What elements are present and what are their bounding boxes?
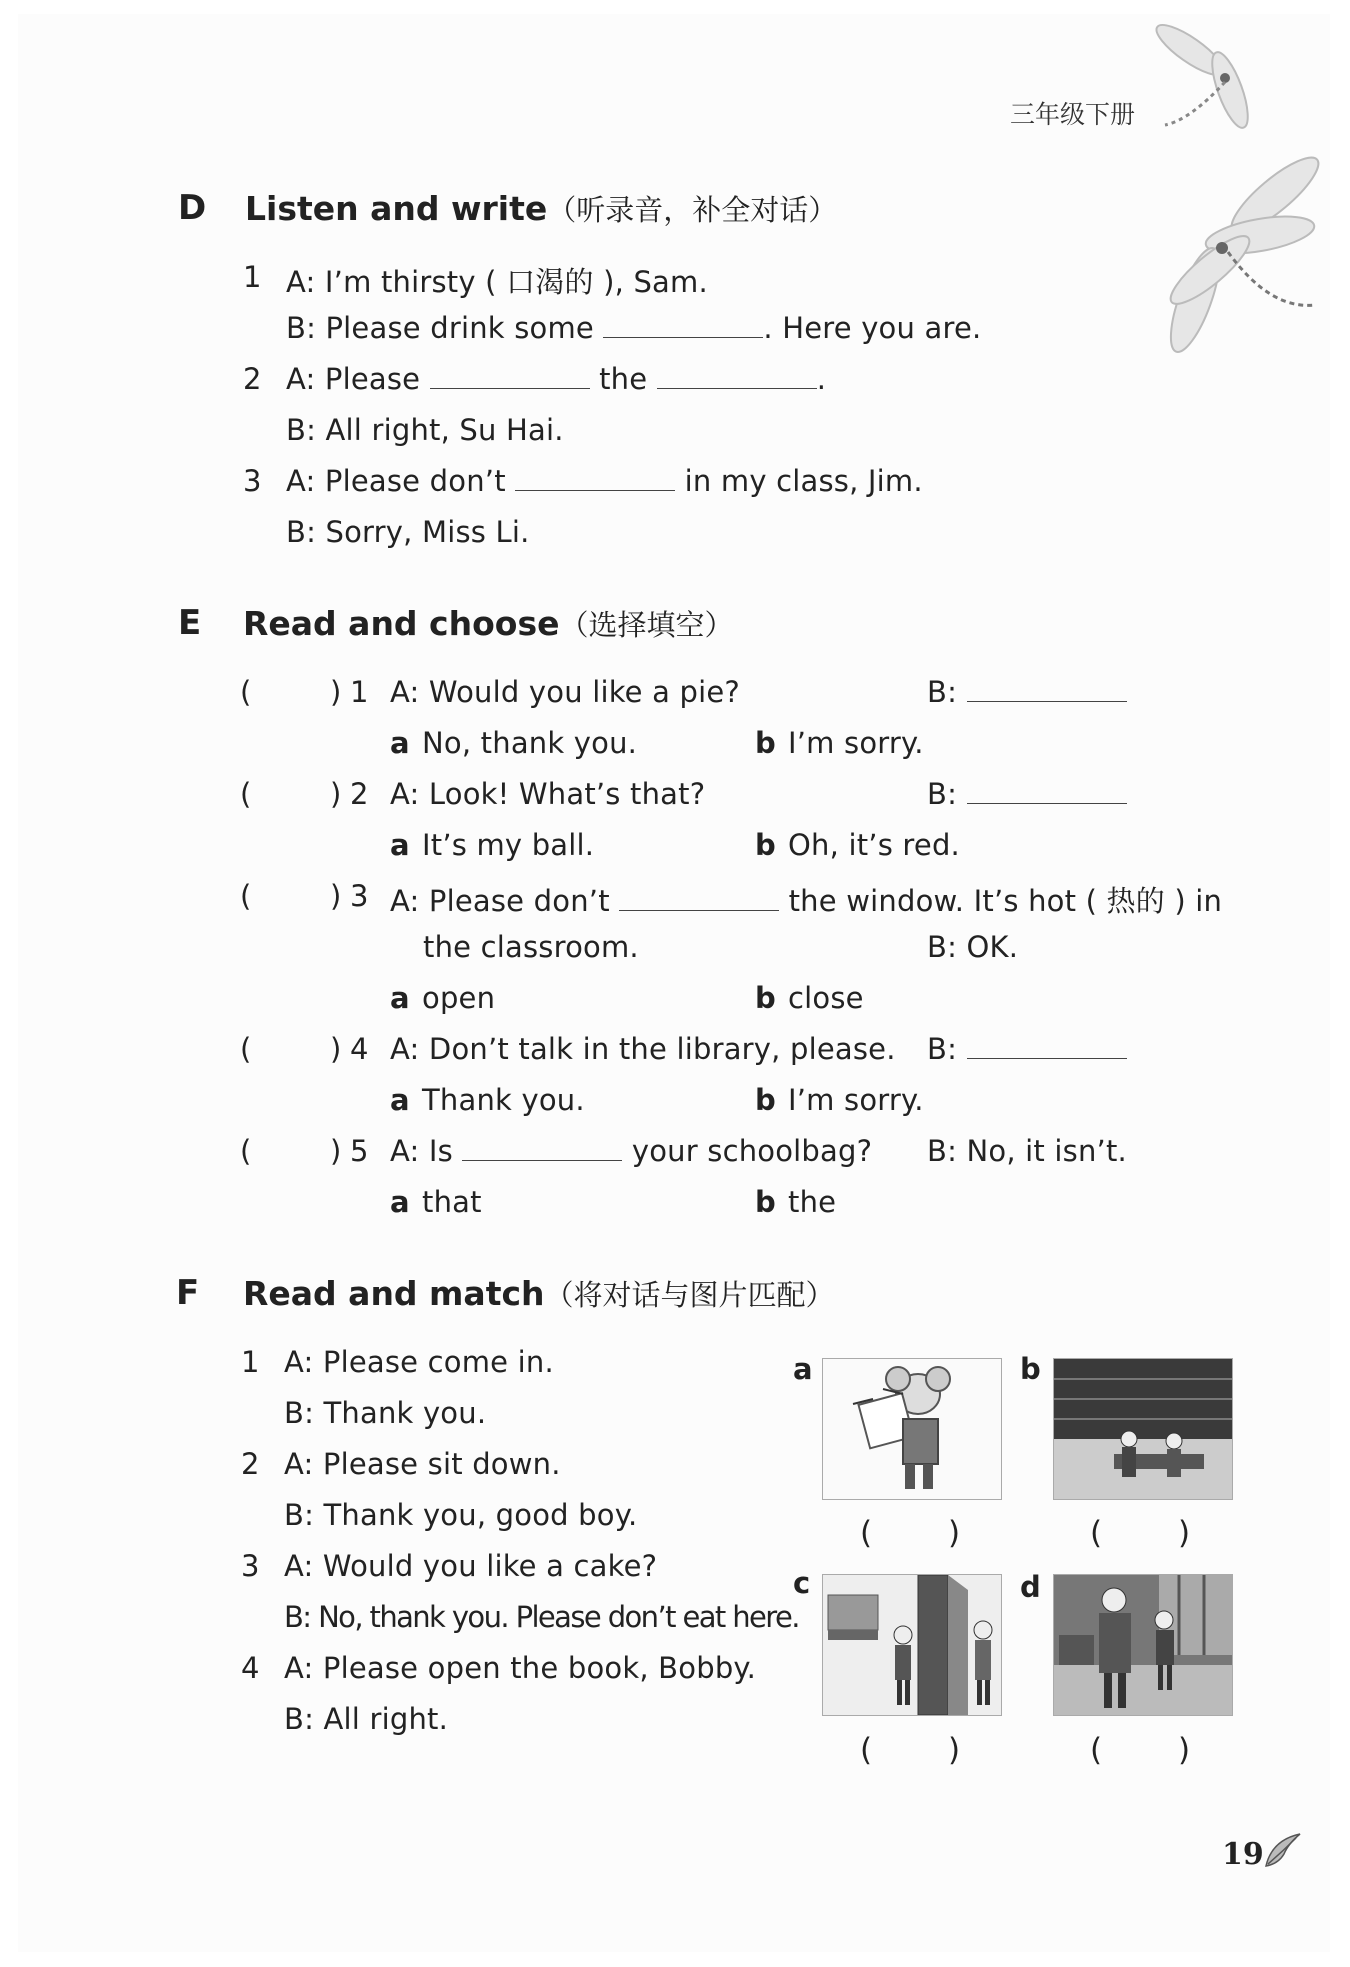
e-item-4-question: A: Don’t talk in the library, please. — [390, 1032, 896, 1066]
answer-bracket-open: ( — [240, 675, 252, 709]
option-a-text: No, thank you. — [422, 726, 638, 760]
picture-d-classroom — [1053, 1574, 1233, 1716]
d-item-2-a: A: Please the . — [286, 362, 827, 396]
option-a-key: a — [390, 1083, 410, 1117]
picture-a-label: a — [793, 1352, 813, 1386]
answer-blank[interactable] — [515, 464, 675, 491]
e-item-1-num: 1 — [350, 675, 369, 709]
option-b-key: b — [755, 726, 776, 760]
section-e-title — [243, 603, 733, 644]
answer-bracket-open: ( — [240, 777, 252, 811]
answer-blank[interactable] — [967, 777, 1127, 804]
answer-blank[interactable] — [462, 1134, 622, 1161]
option-a-key: a — [390, 828, 410, 862]
answer-bracket-open: ( — [240, 879, 252, 913]
d-item-3-num: 3 — [243, 464, 262, 498]
picture-a-mouse-reading — [822, 1358, 1002, 1500]
f-dialog-4-b: B: All right. — [284, 1702, 449, 1736]
picture-d-label: d — [1020, 1570, 1041, 1604]
section-d-title-en: Listen and write — [245, 189, 548, 228]
f-dialog-4-a: A: Please open the book, Bobby. — [284, 1651, 757, 1685]
option-b-key: b — [755, 1185, 776, 1219]
e-item-2-b: B: — [927, 777, 1127, 811]
d-item-2-b: B: All right, Su Hai. — [286, 413, 564, 447]
answer-bracket-close: ) — [330, 1134, 342, 1168]
section-f-title-en: Read and match — [243, 1274, 545, 1313]
page-number: 19 — [1222, 1837, 1264, 1872]
answer-bracket-close: ) — [330, 1032, 342, 1066]
e-item-5-num: 5 — [350, 1134, 369, 1168]
answer-bracket-close: ) — [948, 1732, 961, 1768]
f-dialog-2-num: 2 — [241, 1447, 260, 1481]
answer-bracket-open: ( — [1090, 1732, 1103, 1768]
option-a-text: that — [422, 1185, 482, 1219]
classroom-illustration — [1054, 1575, 1232, 1715]
answer-blank[interactable] — [967, 675, 1127, 702]
e-item-5-question: A: Is your schoolbag? — [390, 1134, 873, 1168]
d-item-1-a: A: I’m thirsty ( 口渴的 ), Sam. — [286, 265, 708, 299]
answer-blank[interactable] — [619, 884, 779, 911]
option-a-text: open — [422, 981, 496, 1015]
section-d-title — [245, 188, 837, 229]
picture-b-library — [1053, 1358, 1233, 1500]
answer-bracket-close: ) — [330, 879, 342, 913]
section-f-letter: F — [176, 1273, 200, 1313]
door-illustration — [823, 1575, 1001, 1715]
section-e-title-en: Read and choose — [243, 604, 560, 643]
e-item-2-question: A: Look! What’s that? — [390, 777, 706, 811]
f-dialog-4-num: 4 — [241, 1651, 260, 1685]
option-b-text: the — [788, 1185, 837, 1219]
picture-c-door — [822, 1574, 1002, 1716]
e-item-3-num: 3 — [350, 879, 369, 913]
option-b-key: b — [755, 981, 776, 1015]
section-d-title-cn: （听录音，补全对话） — [547, 193, 838, 227]
answer-blank[interactable] — [967, 1032, 1127, 1059]
answer-bracket-open: ( — [860, 1732, 873, 1768]
option-b-text: I’m sorry. — [788, 726, 924, 760]
answer-bracket-close: ) — [330, 777, 342, 811]
f-dialog-2-b: B: Thank you, good boy. — [284, 1498, 638, 1532]
answer-blank[interactable] — [657, 362, 817, 389]
section-e-letter: E — [178, 603, 202, 643]
option-a-key: a — [390, 1185, 410, 1219]
e-item-5-b: B: No, it isn’t. — [927, 1134, 1127, 1168]
f-dialog-1-a: A: Please come in. — [284, 1345, 554, 1379]
option-a-key: a — [390, 981, 410, 1015]
d-item-3-a: A: Please don’t in my class, Jim. — [286, 464, 923, 498]
e-item-3-question: A: Please don’t the window. It’s hot ( 热的 ) in — [390, 884, 1223, 918]
option-b-text: I’m sorry. — [788, 1083, 924, 1117]
e-item-1-question: A: Would you like a pie? — [390, 675, 741, 709]
answer-bracket-close: ) — [948, 1515, 961, 1551]
mouse-with-book-illustration — [823, 1359, 1001, 1499]
d-item-2-num: 2 — [243, 362, 262, 396]
answer-blank[interactable] — [430, 362, 590, 389]
e-item-4-b: B: — [927, 1032, 1127, 1066]
option-b-key: b — [755, 828, 776, 862]
d-item-3-b: B: Sorry, Miss Li. — [286, 515, 530, 549]
d-item-1-b: B: Please drink some . Here you are. — [286, 311, 982, 345]
option-b-text: close — [788, 981, 864, 1015]
e-item-1-b: B: — [927, 675, 1127, 709]
answer-bracket-open: ( — [240, 1134, 252, 1168]
f-dialog-1-num: 1 — [241, 1345, 260, 1379]
section-f-title — [243, 1273, 835, 1314]
grade-label: 三年级下册 — [1010, 100, 1136, 129]
e-item-3-b: B: OK. — [927, 930, 1019, 964]
picture-c-label: c — [793, 1566, 811, 1600]
answer-bracket-close: ) — [1178, 1515, 1191, 1551]
option-a-text: It’s my ball. — [422, 828, 595, 862]
e-item-2-num: 2 — [350, 777, 369, 811]
answer-bracket-open: ( — [860, 1515, 873, 1551]
option-a-key: a — [390, 726, 410, 760]
f-dialog-3-b: B: No, thank you. Please don’t eat here. — [284, 1600, 799, 1634]
f-dialog-2-a: A: Please sit down. — [284, 1447, 561, 1481]
f-dialog-1-b: B: Thank you. — [284, 1396, 487, 1430]
e-item-4-num: 4 — [350, 1032, 369, 1066]
section-f-title-cn: （将对话与图片匹配） — [544, 1278, 835, 1312]
e-item-3-question-cont: the classroom. — [423, 930, 639, 964]
f-dialog-3-a: A: Would you like a cake? — [284, 1549, 658, 1583]
answer-bracket-close: ) — [330, 675, 342, 709]
answer-blank[interactable] — [603, 311, 763, 338]
answer-bracket-open: ( — [1090, 1515, 1103, 1551]
answer-bracket-open: ( — [240, 1032, 252, 1066]
picture-b-label: b — [1020, 1352, 1041, 1386]
d-item-1-num: 1 — [243, 260, 262, 294]
answer-bracket-close: ) — [1178, 1732, 1191, 1768]
section-e-title-cn: （选择填空） — [559, 608, 734, 642]
library-illustration — [1054, 1359, 1232, 1499]
option-b-text: Oh, it’s red. — [788, 828, 960, 862]
option-b-key: b — [755, 1083, 776, 1117]
f-dialog-3-num: 3 — [241, 1549, 260, 1583]
leaf-icon — [1262, 1830, 1304, 1870]
section-d-letter: D — [178, 188, 207, 228]
dragonfly-decoration — [1150, 20, 1335, 360]
option-a-text: Thank you. — [422, 1083, 585, 1117]
